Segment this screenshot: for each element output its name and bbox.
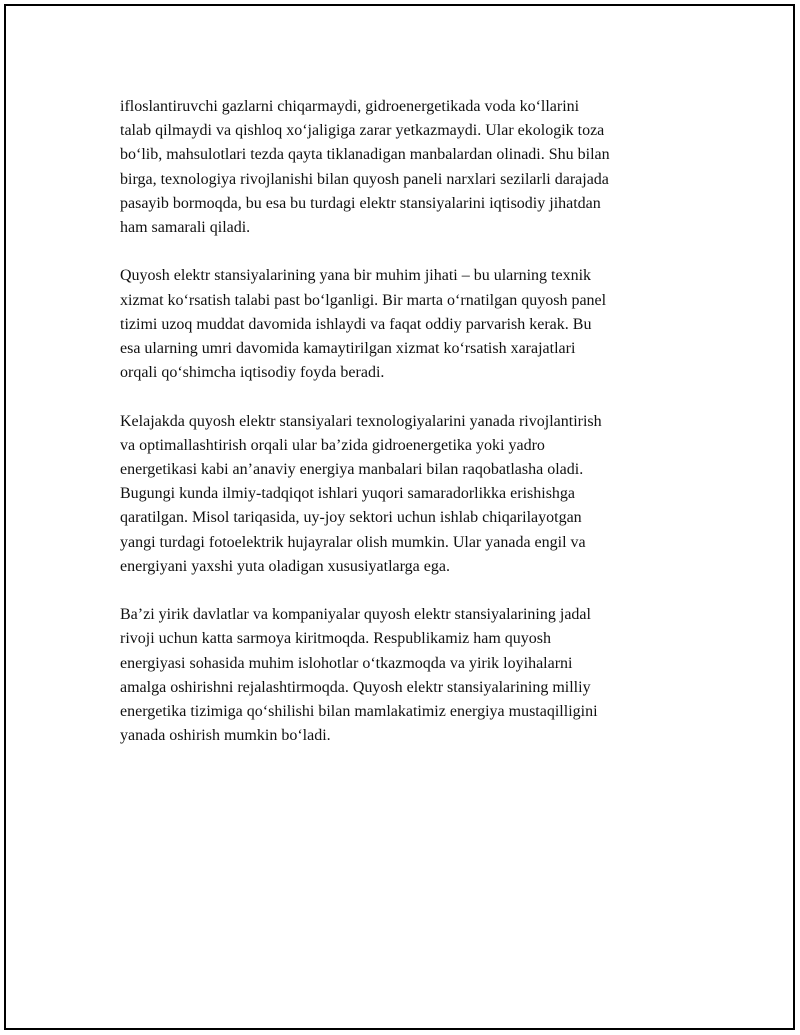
paragraph-2: Quyosh elektr stansiyalarining yana bir muhim jihati – bu ularning texnik xizmat ko‘rsatish talabi past bo‘lganligi. Bir marta o‘rnatilgan quyosh panel tizimi uzoq muddat davomida ishlaydi va faqat oddiy parvarish kerak. Bu esa ularning umri davomida kamaytirilgan xizmat ko‘rsatish xarajatlari orqali qo‘shimcha iqtisodiy foyda beradi. (120, 267, 607, 382)
paragraph-4: Ba’zi yirik davlatlar va kompaniyalar quyosh elektr stansiyalarining jadal rivoji uchun katta sarmoya kiritmoqda. Respublikamiz ham quyosh energiyasi sohasida muhim islohotlar o‘tkazmoqda va yirik loyihalarni amalga oshirishni rejalashtirmoqda. Quyosh elektr stansiyalarining milliy energetika tizimiga qo‘shilishi bilan mamlakatimiz energiya mustaqilligini yanada oshirish mumkin bo‘ladi. (120, 606, 598, 745)
paragraph-1: ifloslantiruvchi gazlarni chiqarmaydi, gidroenergetikada voda ko‘llarini talab qilmaydi va qishloq xo‘jaligiga zarar yetkazmaydi. Ular ekologik toza bo‘lib, mahsulotlari tezda qayta tiklanadigan manbalardan olinadi. Shu bilan birga, texnologiya rivojlanishi bilan quyosh paneli narxlari sezilarli darajada pasayib bormoqda, bu esa bu turdagi elektr stansiyalarini iqtisodiy jihatdan ham samarali qiladi. (120, 98, 610, 237)
document-body (120, 95, 690, 748)
document-page (4, 4, 795, 1030)
paragraph-3: Kelajakda quyosh elektr stansiyalari texnologiyalarini yanada rivojlantirish va optimallashtirish orqali ular ba’zida gidroenergetika yoki yadro energetikasi kabi an’anaviy energiya manbalari bilan raqobatlasha oladi. Bugungi kunda ilmiy-tadqiqot ishlari yuqori samaradorlikka erishishga qaratilgan. Misol tariqasida, uy-joy sektori uchun ishlab chiqarilayotgan yangi turdagi fotoelektrik hujayralar olish mumkin. Ular yanada engil va energiyani yaxshi yuta oladigan xususiyatlarga ega. (120, 412, 602, 575)
